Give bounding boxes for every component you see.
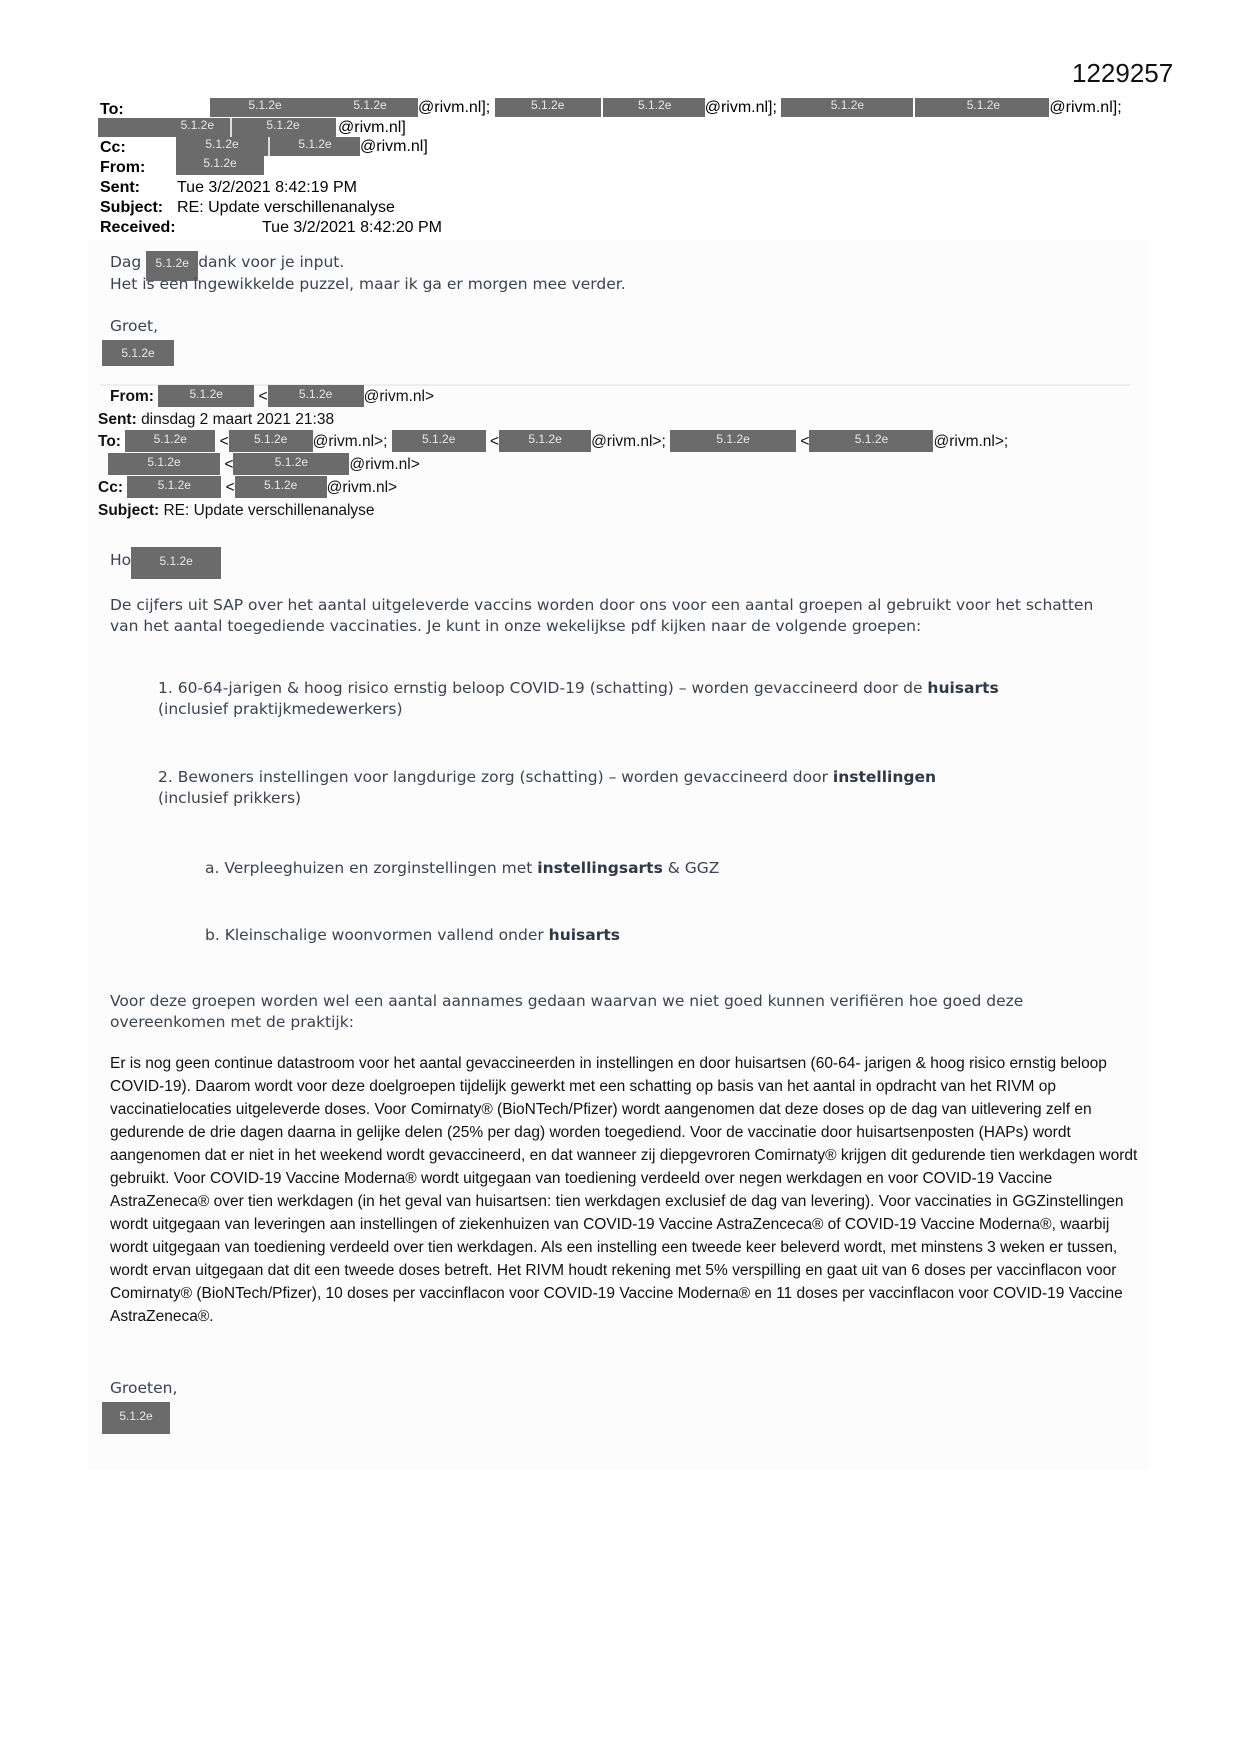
redaction: 5.1.2e <box>781 98 913 117</box>
redaction: 5.1.2e <box>102 340 174 366</box>
redaction: 5.1.2e <box>125 430 215 452</box>
redaction: 5.1.2e <box>917 98 1049 117</box>
list-item-2: 2. Bewoners instellingen voor langdurige zorg (schatting) – worden gevaccineerd door instellingen (inclusief prikkers) <box>158 768 937 807</box>
redaction: 5.1.2e <box>495 98 601 117</box>
redaction: 5.1.2e <box>605 98 705 117</box>
header-received-value: Tue 3/2/2021 8:42:20 PM <box>262 219 442 236</box>
assumptions-paragraph: Er is nog geen continue datastroom voor het aantal gevaccineerden in instellingen en door huisartsen (60-64- jarigen & hoog risico ernstig beloop COVID-19). Daarom wordt voor deze doelgroepen tijdelijk gewerkt met een schatting op basis van het aantal in opdracht van het RIVM op vaccinatielocaties uitgeleverde doses. Voor Comirnaty® (BioNTech/Pfizer) wordt aangenomen dat deze doses op de dag van uitlevering zelf en gedurende de drie dagen daarna in gelijke delen (25% per dag) worden toegediend. Voor de vaccinatie door huisartsenposten (HAPs) wordt aangenomen dat er niet in het weekend wordt gevaccineerd, en dat wanneer zij diepgevroren Comirnaty® krijgen dit gedurende tien werkdagen wordt gebruikt. Voor COVID-19 Vaccine Moderna® wordt uitgegaan van toediening verdeeld over negen werkdagen en voor COVID-19 Vaccine AstraZeneca® over tien werkdagen (in het geval van huisartsen: tien werkdagen exclusief de dag van levering). Voor vaccinaties in GGZinstellingen wordt uitgegaan van leveringen aan instellingen of ziekenhuizen van COVID-19 Vaccine AstraZenceca® of COVID-19 Vaccine Moderna®, waarbij wordt uitgegaan van toediening verdeeld over tien werkdagen. Als een instelling een tweede keer beleverd wordt, met minstens 3 weken er tussen, wordt ervan uitgegaan dat dit een tweede doses betreft. Het RIVM houdt rekening met 5% verspilling en gaat uit van 6 doses per vaccinflacon voor Comirnaty® (BioNTech/Pfizer), 10 doses per vaccinflacon voor COVID-19 Vaccine Moderna® en 11 doses per vaccinflacon voor COVID-19 Vaccine AstraZeneca®. <box>110 1055 1138 1325</box>
document-id: 1229257 <box>1072 58 1174 88</box>
quoted-from-row: From: 5.1.2e < 5.1.2e @rivm.nl> <box>110 387 435 405</box>
quoted-closing: Groeten, <box>110 1379 178 1397</box>
domain-text: @rivm.nl] <box>360 138 428 155</box>
reply-signature <box>102 340 174 366</box>
quoted-greeting: Ho 5.1.2e <box>110 550 221 579</box>
redaction: 5.1.2e <box>146 251 198 281</box>
header-sent-row <box>100 178 140 197</box>
redaction: 5.1.2e <box>176 137 268 156</box>
reply-greeting: Dag 5.1.2e dank voor je input. <box>110 252 344 281</box>
redaction: 5.1.2e <box>98 118 218 137</box>
redaction: 5.1.2e <box>268 385 364 407</box>
list-item-1: 1. 60-64-jarigen & hoog risico ernstig beloop COVID-19 (schatting) – worden gevaccineerd door de huisarts (inclusief praktijkmedewerkers) <box>158 679 999 718</box>
redaction: 5.1.2e <box>235 476 327 498</box>
quoted-subject-row: Subject: RE: Update verschillenanalyse <box>98 502 375 519</box>
received-label: Received: <box>100 219 176 236</box>
domain-text: @rivm.nl]; <box>418 99 491 116</box>
redaction: 5.1.2e <box>270 137 360 156</box>
header-subject-value: RE: Update verschillenanalyse <box>177 199 395 216</box>
reply-line2: Het is een ingewikkelde puzzel, maar ik ga er morgen mee verder. <box>110 275 626 293</box>
redaction: 5.1.2e <box>499 430 591 452</box>
redaction: 5.1.2e <box>158 385 254 407</box>
quoted-signature <box>102 1402 170 1434</box>
header-to-recipients <box>210 98 1122 117</box>
redaction: 5.1.2e <box>809 430 933 452</box>
quoted-to-row: To: 5.1.2e < 5.1.2e @rivm.nl>; 5.1.2e < 5.1.2e @rivm.nl>; 5.1.2e < 5.1.2e @rivm.nl>; <box>98 432 1009 450</box>
redaction: 5.1.2e <box>232 118 334 137</box>
cc-label: Cc: <box>100 139 126 156</box>
subject-label: Subject: <box>100 199 164 216</box>
redaction: 5.1.2e <box>233 453 349 475</box>
reply-closing: Groet, <box>110 317 159 335</box>
header-received-row <box>100 218 176 237</box>
header-sent-value: Tue 3/2/2021 8:42:19 PM <box>177 179 357 196</box>
redaction: 5.1.2e <box>108 453 220 475</box>
header-cc-recipients <box>176 137 428 156</box>
list-item-2b: b. Kleinschalige woonvormen vallend onder huisarts <box>205 926 621 944</box>
redaction: 5.1.2e <box>131 547 221 579</box>
quoted-to-row-line2: 5.1.2e < 5.1.2e @rivm.nl> <box>108 453 420 476</box>
domain-text: @rivm.nl] <box>338 119 406 136</box>
redaction: 5.1.2e <box>102 1402 170 1434</box>
redaction: 5.1.2e <box>670 430 796 452</box>
from-label: From: <box>100 159 146 176</box>
header-from-value <box>176 156 264 175</box>
domain-text: @rivm.nl]; <box>704 99 777 116</box>
to-label: To: <box>100 101 124 118</box>
redaction: 5.1.2e <box>210 98 320 117</box>
redaction: 5.1.2e <box>392 430 486 452</box>
quoted-cc-row: Cc: 5.1.2e < 5.1.2e @rivm.nl> <box>98 478 398 496</box>
sent-label: Sent: <box>100 179 140 196</box>
quoted-intro: De cijfers uit SAP over het aantal uitgeleverde vaccins worden door ons voor een aantal groepen al gebruikt voor het schatten van het aantal toegediende vaccinaties. Je kunt in onze wekelijkse pdf kijken naar de volgende groepen: <box>110 596 1094 635</box>
quoted-sent-row: Sent: dinsdag 2 maart 2021 21:38 <box>98 411 335 428</box>
list-item-2a: a. Verpleeghuizen en zorginstellingen met instellingsarts & GGZ <box>205 859 720 877</box>
assumptions-intro: Voor deze groepen worden wel een aantal aannames gedaan waarvan we niet goed kunnen verifiëren hoe goed deze overeenkomen met de praktijk: <box>110 992 1024 1031</box>
header-cc-row <box>100 138 126 157</box>
header-subject-row <box>100 198 163 217</box>
redaction: 5.1.2e <box>322 98 418 117</box>
header-to-row <box>100 100 124 119</box>
header-to-recipients-line2 <box>98 118 406 137</box>
redaction: 5.1.2e <box>127 476 221 498</box>
domain-text: @rivm.nl]; <box>1049 99 1122 116</box>
header-from-row <box>100 158 145 177</box>
redaction: 5.1.2e <box>229 430 313 452</box>
redaction: 5.1.2e <box>176 156 264 175</box>
